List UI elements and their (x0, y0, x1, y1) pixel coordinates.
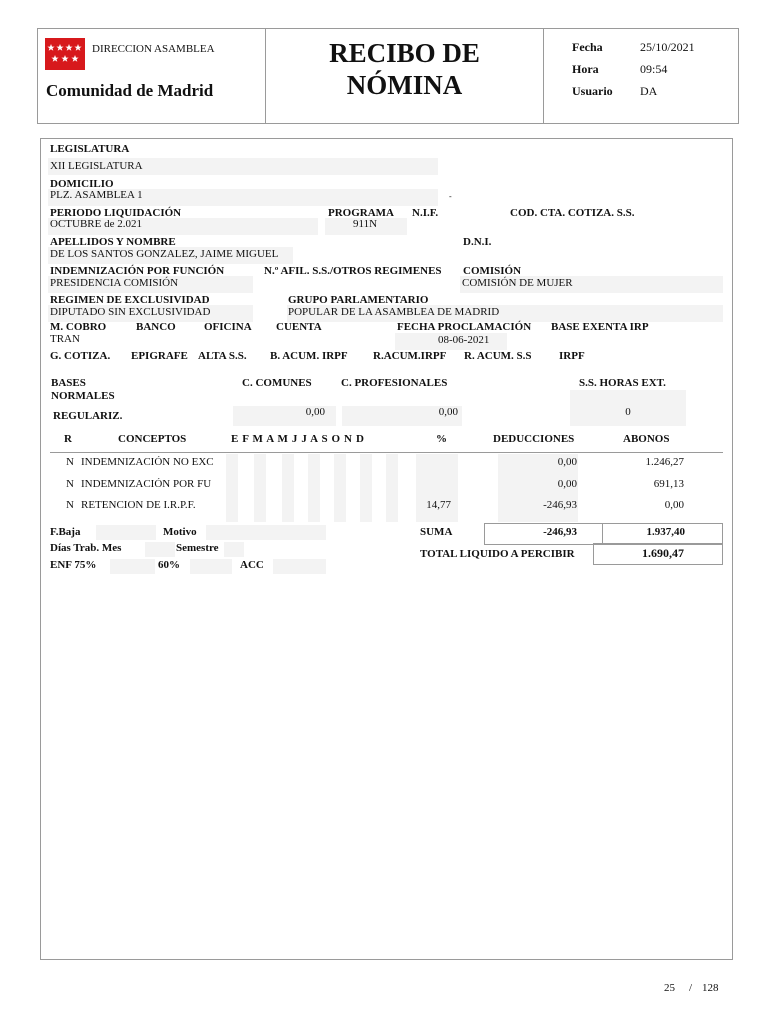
epigrafe-label: EPIGRAFE (131, 350, 188, 362)
programa-value: 911N (353, 218, 378, 230)
c-comunes-label: C. COMUNES (242, 377, 312, 389)
fecha-value: 25/10/2021 (640, 40, 695, 54)
col-header-abonos: ABONOS (623, 433, 670, 445)
pct-col (416, 454, 458, 522)
semestre-field (224, 542, 244, 557)
org-unit: DIRECCION ASAMBLEA (92, 43, 215, 55)
racum-ss-label: R. ACUM. S.S (464, 350, 532, 362)
month-col-m2 (334, 454, 346, 522)
usuario-label: Usuario (572, 84, 613, 98)
table-header-rule (50, 452, 723, 453)
total-liquido-value: 1.690,47 (642, 546, 684, 560)
mcobro-value: TRAN (50, 333, 80, 345)
table-row-1-concepto: INDEMNIZACIÓN NO EXC (81, 456, 214, 468)
table-row-2-concepto: INDEMNIZACIÓN POR FU (81, 478, 212, 490)
apellidos-label: APELLIDOS Y NOMBRE (50, 236, 176, 248)
suma-abonos: 1.937,40 (646, 526, 685, 538)
semestre-label: Semestre (176, 542, 219, 554)
dni-label: D.N.I. (463, 236, 492, 248)
bacum-irpf-label: B. ACUM. IRPF (270, 350, 348, 362)
fecha-proc-value: 08-06-2021 (438, 334, 490, 346)
irpf-label: IRPF (559, 350, 585, 362)
enf60-label: 60% (158, 559, 180, 571)
gcotiza-label: G. COTIZA. (50, 350, 111, 362)
grupo-label: GRUPO PARLAMENTARIO (288, 294, 429, 306)
page-separator: / (689, 982, 693, 994)
doc-title-line1: RECIBO DE (329, 38, 480, 68)
motivo-field (206, 525, 326, 540)
total-liquido-label: TOTAL LIQUIDO A PERCIBIR (420, 548, 575, 560)
nif-label: N.I.F. (412, 207, 439, 219)
doc-title-line2: NÓMINA (346, 70, 463, 100)
c-profesionales-value: 0,00 (438, 406, 458, 418)
fbaja-field (96, 525, 156, 540)
usuario-value: DA (640, 84, 658, 98)
dias-label: Días Trab. Mes (50, 542, 122, 554)
org-name: Comunidad de Madrid (46, 81, 214, 100)
programa-label: PROGRAMA (328, 207, 394, 219)
periodo-value: OCTUBRE de 2.021 (50, 218, 142, 230)
banco-label: BANCO (136, 321, 176, 333)
table-row-2-abonos: 691,13 (653, 478, 684, 490)
page-total: 128 (702, 982, 719, 994)
col-header-months: E F M A M J J A S O N D (231, 433, 365, 445)
legislatura-value: XII LEGISLATURA (50, 160, 143, 172)
comision-label: COMISIÓN (463, 265, 522, 277)
periodo-label: PERIODO LIQUIDACIÓN (50, 207, 182, 219)
fbaja-label: F.Baja (50, 526, 81, 538)
grupo-value: POPULAR DE LA ASAMBLEA DE MADRID (288, 306, 500, 318)
mcobro-label: M. COBRO (50, 321, 107, 333)
normales-label: NORMALES (51, 390, 115, 402)
page-number: 25 (664, 982, 675, 994)
month-col-f (254, 454, 266, 522)
acc-field (273, 559, 326, 574)
codcta-label: COD. CTA. COTIZA. S.S. (510, 207, 635, 219)
table-row-3-r: N (66, 499, 74, 511)
col-header-r: R (64, 433, 72, 445)
hora-label: Hora (572, 62, 599, 76)
table-row-1-deducciones: 0,00 (557, 456, 577, 468)
ss-horas-label: S.S. HORAS EXT. (579, 377, 666, 389)
col-header-conceptos: CONCEPTOS (118, 433, 187, 445)
regimen-label: REGIMEN DE EXCLUSIVIDAD (50, 294, 210, 306)
dias-field (145, 542, 175, 557)
c-profesionales-label: C. PROFESIONALES (341, 377, 448, 389)
fecha-label: Fecha (572, 40, 603, 54)
table-row-3-pct: 14,77 (426, 499, 451, 511)
month-col-a (308, 454, 320, 522)
enf75-field (110, 559, 155, 574)
table-row-3-abonos: 0,00 (664, 499, 684, 511)
domicilio-label: DOMICILIO (50, 178, 114, 190)
month-col-m (282, 454, 294, 522)
enf60-field (190, 559, 232, 574)
table-row-3-deducciones: -246,93 (543, 499, 577, 511)
acc-label: ACC (240, 559, 264, 571)
motivo-label: Motivo (163, 526, 197, 538)
regulariz-label: REGULARIZ. (53, 410, 123, 422)
ss-horas-value: 0 (625, 406, 631, 418)
fecha-proc-label: FECHA PROCLAMACIÓN (397, 321, 532, 333)
enf-label: ENF 75% (50, 559, 97, 571)
hora-value: 09:54 (640, 62, 668, 76)
suma-deducciones: -246,93 (543, 526, 577, 538)
c-comunes-value: 0,00 (305, 406, 325, 418)
racum-irpf-label: R.ACUM.IRPF (373, 350, 447, 362)
domicilio-value: PLZ. ASAMBLEA 1 (50, 189, 143, 201)
table-row-3-concepto: RETENCION DE I.R.P.F. (81, 499, 196, 511)
table-row-2-r: N (66, 478, 74, 490)
table-row-1-r: N (66, 456, 74, 468)
table-row-2-deducciones: 0,00 (557, 478, 577, 490)
regimen-value: DIPUTADO SIN EXCLUSIVIDAD (50, 306, 211, 318)
col-header-deducciones: DEDUCCIONES (493, 433, 575, 445)
comunidad-madrid-flag-logo (45, 38, 85, 70)
comision-value: COMISIÓN DE MUJER (462, 277, 573, 289)
oficina-label: OFICINA (204, 321, 252, 333)
month-col-j (360, 454, 372, 522)
domicilio-mark: - (449, 192, 452, 201)
afil-label: N.º AFIL. S.S./OTROS REGIMENES (264, 265, 442, 277)
apellidos-value: DE LOS SANTOS GONZALEZ, JAIME MIGUEL (50, 248, 279, 260)
indemnizacion-value: PRESIDENCIA COMISIÓN (50, 277, 179, 289)
header-divider-right (543, 29, 544, 123)
bases-label: BASES (51, 377, 86, 389)
indemnizacion-label: INDEMNIZACIÓN POR FUNCIÓN (50, 265, 225, 277)
suma-label: SUMA (420, 526, 453, 538)
table-row-1-abonos: 1.246,27 (645, 456, 684, 468)
legislatura-label: LEGISLATURA (50, 143, 130, 155)
cuenta-label: CUENTA (276, 321, 322, 333)
month-col-e (226, 454, 238, 522)
col-header-pct: % (436, 433, 447, 445)
month-col-j2 (386, 454, 398, 522)
alta-label: ALTA S.S. (198, 350, 247, 362)
base-exenta-label: BASE EXENTA IRP (551, 321, 649, 333)
